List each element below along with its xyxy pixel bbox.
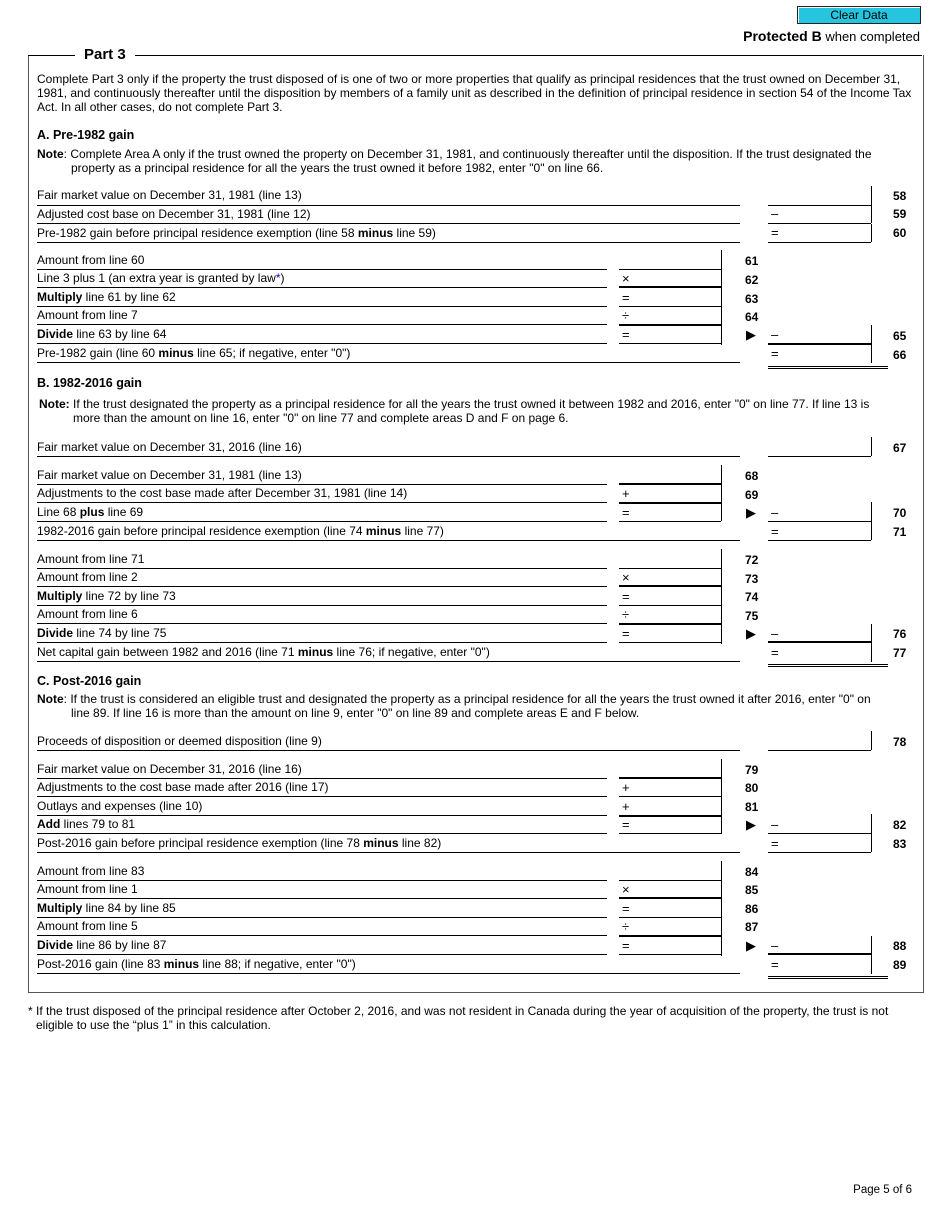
column-divider: [721, 250, 722, 345]
equals-sign: =: [771, 524, 779, 539]
line-89-field[interactable]: [768, 955, 888, 979]
line-number: 61: [745, 254, 759, 268]
field-divider: [871, 643, 872, 662]
line-number: 85: [745, 883, 759, 897]
line-83-field[interactable]: [768, 834, 871, 853]
section-c-note-cont: line 89. If line 16 is more than the amount on line 9, enter "0" on line 89 and complete areas E and F below.: [71, 706, 640, 720]
line-62-label: Line 3 plus 1 (an extra year is granted by law*): [37, 271, 607, 288]
line-59-field[interactable]: [768, 205, 871, 224]
line-74-label: Multiply line 72 by line 73: [37, 589, 607, 606]
section-b-note: Note: If the trust designated the property as a principal residence for all the years the trust owned it between 1982 and 2016, enter "0" on line 77. If line 13 is: [39, 397, 870, 411]
line-65-field[interactable]: [619, 326, 721, 344]
line-number: 65: [893, 329, 907, 343]
line-86-field[interactable]: [619, 900, 721, 918]
page-number: Page 5 of 6: [853, 1184, 912, 1196]
equals-sign: =: [622, 589, 630, 604]
section-a-note: Note: Complete Area A only if the trust owned the property on December 31, 1981, and continuously thereafter until the disposition. If the trust designated the: [37, 147, 872, 161]
line-70-result-field[interactable]: [768, 503, 871, 522]
line-75-label: Amount from line 6: [37, 607, 607, 624]
equals-sign: =: [622, 817, 630, 832]
line-73-field[interactable]: [619, 585, 721, 587]
arrow-right-icon: ▶: [746, 505, 756, 520]
line-84-field[interactable]: [619, 863, 721, 881]
line-82-field[interactable]: [619, 816, 721, 834]
equals-sign: =: [622, 901, 630, 916]
line-number: 76: [893, 627, 907, 641]
line-83-label: Post-2016 gain before principal residence exemption (line 78 minus line 82): [37, 836, 740, 853]
plus-sign: +: [622, 486, 630, 501]
line-72-field[interactable]: [619, 551, 721, 569]
line-62-field[interactable]: [619, 286, 721, 288]
line-67-field[interactable]: [768, 438, 871, 457]
section-a-title: A. Pre-1982 gain: [37, 128, 135, 142]
line-84-label: Amount from line 83: [37, 864, 607, 881]
plus-sign: +: [622, 799, 630, 814]
line-71-field[interactable]: [768, 522, 871, 541]
equals-sign: =: [771, 836, 779, 851]
column-divider: [721, 861, 722, 956]
field-divider: [871, 325, 872, 344]
line-82-label: Add lines 79 to 81: [37, 817, 607, 834]
equals-sign: =: [622, 626, 630, 641]
line-58-label: Fair market value on December 31, 1981 (line 13): [37, 188, 740, 206]
arrow-right-icon: ▶: [746, 626, 756, 641]
line-89-label: Post-2016 gain (line 83 minus line 88; if negative, enter "0"): [37, 957, 740, 974]
line-63-label: Multiply line 61 by line 62: [37, 290, 607, 307]
line-number: 63: [745, 292, 759, 306]
field-divider: [871, 437, 872, 456]
line-number: 60: [893, 226, 907, 240]
section-a-note-cont: property as a principal residence for all the years the trust owned it before 1982, enter "0" on line 66.: [71, 161, 604, 175]
line-number: 68: [745, 469, 759, 483]
times-sign: ×: [622, 882, 630, 897]
line-number: 88: [893, 939, 907, 953]
line-70-label: Line 68 plus line 69: [37, 505, 607, 522]
divide-sign: ÷: [622, 308, 630, 323]
part-title: Part 3: [84, 46, 126, 63]
field-divider: [871, 624, 872, 643]
line-number: 79: [745, 763, 759, 777]
line-number: 87: [745, 920, 759, 934]
line-78-label: Proceeds of disposition or deemed disposition (line 9): [37, 734, 740, 751]
section-c-title: C. Post-2016 gain: [37, 674, 142, 688]
line-number: 81: [745, 800, 759, 814]
arrow-right-icon: ▶: [746, 327, 756, 342]
line-61-label: Amount from line 60: [37, 253, 607, 270]
line-number: 69: [745, 488, 759, 502]
line-number: 84: [745, 865, 759, 879]
line-76-field[interactable]: [619, 625, 721, 643]
line-69-label: Adjustments to the cost base made after December 31, 1981 (line 14): [37, 486, 607, 503]
line-number: 62: [745, 273, 759, 287]
equals-sign: =: [622, 290, 630, 305]
line-number: 74: [745, 590, 759, 604]
line-58-field[interactable]: [768, 187, 871, 206]
column-divider: [721, 465, 722, 521]
line-59-label: Adjusted cost base on December 31, 1981 (line 12): [37, 207, 740, 224]
line-78-field[interactable]: [768, 732, 871, 751]
section-b-title: B. 1982-2016 gain: [37, 376, 142, 390]
line-87-label: Amount from line 5: [37, 919, 607, 936]
line-85-field[interactable]: [619, 897, 721, 899]
line-60-label: Pre-1982 gain before principal residence exemption (line 58 minus line 59): [37, 226, 740, 243]
footnote: * If the trust disposed of the principal residence after October 2, 2016, and was not resident in Canada during the year of acquisition of the property, the trust is not eligible to use the “plus 1” in this calculation.: [28, 1004, 889, 1032]
line-number: 82: [893, 818, 907, 832]
field-divider: [871, 205, 872, 223]
line-number: 71: [893, 525, 907, 539]
line-80-label: Adjustments to the cost base made after 2016 (line 17): [37, 780, 607, 797]
line-number: 67: [893, 441, 907, 455]
line-61-field[interactable]: [619, 252, 721, 270]
line-72-label: Amount from line 71: [37, 552, 607, 569]
line-number: 64: [745, 310, 759, 324]
line-88-field[interactable]: [619, 937, 721, 955]
line-80-field[interactable]: [619, 779, 721, 797]
line-73-label: Amount from line 2: [37, 570, 607, 587]
frame-top-border-right: [135, 55, 922, 56]
line-68-label: Fair market value on December 31, 1981 (line 13): [37, 468, 607, 485]
line-number: 78: [893, 735, 907, 749]
field-divider: [871, 936, 872, 955]
line-number: 73: [745, 572, 759, 586]
minus-sign: –: [771, 938, 779, 953]
line-number: 58: [893, 189, 907, 203]
field-divider: [871, 955, 872, 974]
equals-sign: =: [771, 645, 779, 660]
field-divider: [871, 521, 872, 540]
line-85-label: Amount from line 1: [37, 882, 607, 899]
line-number: 83: [893, 837, 907, 851]
section-c-note: Note: If the trust is considered an eligible trust and designated the property as a principal residence for all the years the trust owned it after 2016, enter "0" on: [37, 692, 871, 706]
line-number: 70: [893, 506, 907, 520]
line-number: 89: [893, 958, 907, 972]
arrow-right-icon: ▶: [746, 817, 756, 832]
minus-sign: –: [771, 327, 779, 342]
line-81-label: Outlays and expenses (line 10): [37, 799, 607, 816]
field-divider: [871, 502, 872, 521]
line-86-label: Multiply line 84 by line 85: [37, 901, 607, 918]
equals-sign: =: [622, 505, 630, 520]
field-divider: [871, 731, 872, 750]
line-70-field[interactable]: [619, 504, 721, 522]
field-divider: [871, 833, 872, 852]
column-divider: [721, 759, 722, 834]
clear-data-button[interactable]: Clear Data: [797, 6, 921, 24]
line-number: 59: [893, 207, 907, 221]
line-66-field[interactable]: [768, 344, 888, 369]
times-sign: ×: [622, 271, 630, 286]
column-divider: [721, 549, 722, 644]
line-79-label: Fair market value on December 31, 2016 (line 16): [37, 762, 607, 779]
line-77-field[interactable]: [768, 643, 888, 667]
part-intro: Complete Part 3 only if the property the trust disposed of is one of two or more properties that qualify as principal residences that the trust owned on December 31, 1981, and continuously thereafter until the disposition by members of a family unit as described in the definition of principal residence in section 54 of the Income Tax Act. In all other cases, do not complete Part 3.: [37, 72, 912, 114]
line-88-label: Divide line 86 by line 87: [37, 938, 607, 955]
line-68-field[interactable]: [619, 483, 721, 485]
field-divider: [871, 186, 872, 205]
line-65-label: Divide line 63 by line 64: [37, 327, 607, 344]
field-divider: [871, 224, 872, 242]
line-number: 86: [745, 902, 759, 916]
field-divider: [871, 344, 872, 363]
field-divider: [871, 814, 872, 833]
protected-b-notice: Protected B when completed: [743, 28, 920, 44]
equals-sign: =: [771, 346, 779, 361]
line-77-label: Net capital gain between 1982 and 2016 (line 71 minus line 76; if negative, enter "0"): [37, 645, 740, 662]
line-number: 66: [893, 348, 907, 362]
line-66-label: Pre-1982 gain (line 60 minus line 65; if negative, enter "0"): [37, 346, 740, 363]
arrow-right-icon: ▶: [746, 938, 756, 953]
equals-sign: =: [771, 957, 779, 972]
line-76-label: Divide line 74 by line 75: [37, 626, 607, 643]
divide-sign: ÷: [622, 607, 630, 622]
minus-sign: –: [771, 505, 779, 520]
line-64-label: Amount from line 7: [37, 308, 607, 325]
frame-top-border-left: [28, 55, 75, 56]
minus-sign: –: [771, 817, 779, 832]
line-71-label: 1982-2016 gain before principal residence exemption (line 74 minus line 77): [37, 524, 740, 541]
divide-sign: ÷: [622, 919, 630, 934]
line-63-field[interactable]: [619, 289, 721, 307]
times-sign: ×: [622, 570, 630, 585]
equals-sign: =: [622, 327, 630, 342]
line-number: 80: [745, 781, 759, 795]
line-number: 75: [745, 609, 759, 623]
section-b-note-cont: more than the amount on line 16, enter "0" on line 77 and complete areas D and F on page 6.: [73, 411, 569, 425]
equals-sign: =: [771, 225, 779, 240]
equals-sign: =: [622, 938, 630, 953]
line-60-field[interactable]: [768, 224, 871, 243]
line-74-field[interactable]: [619, 588, 721, 606]
minus-sign: –: [771, 626, 779, 641]
minus-sign: –: [771, 206, 779, 221]
line-67-label: Fair market value on December 31, 2016 (line 16): [37, 440, 740, 457]
plus-sign: +: [622, 780, 630, 795]
line-82-result-field[interactable]: [768, 815, 871, 834]
line-number: 72: [745, 553, 759, 567]
line-number: 77: [893, 646, 907, 660]
